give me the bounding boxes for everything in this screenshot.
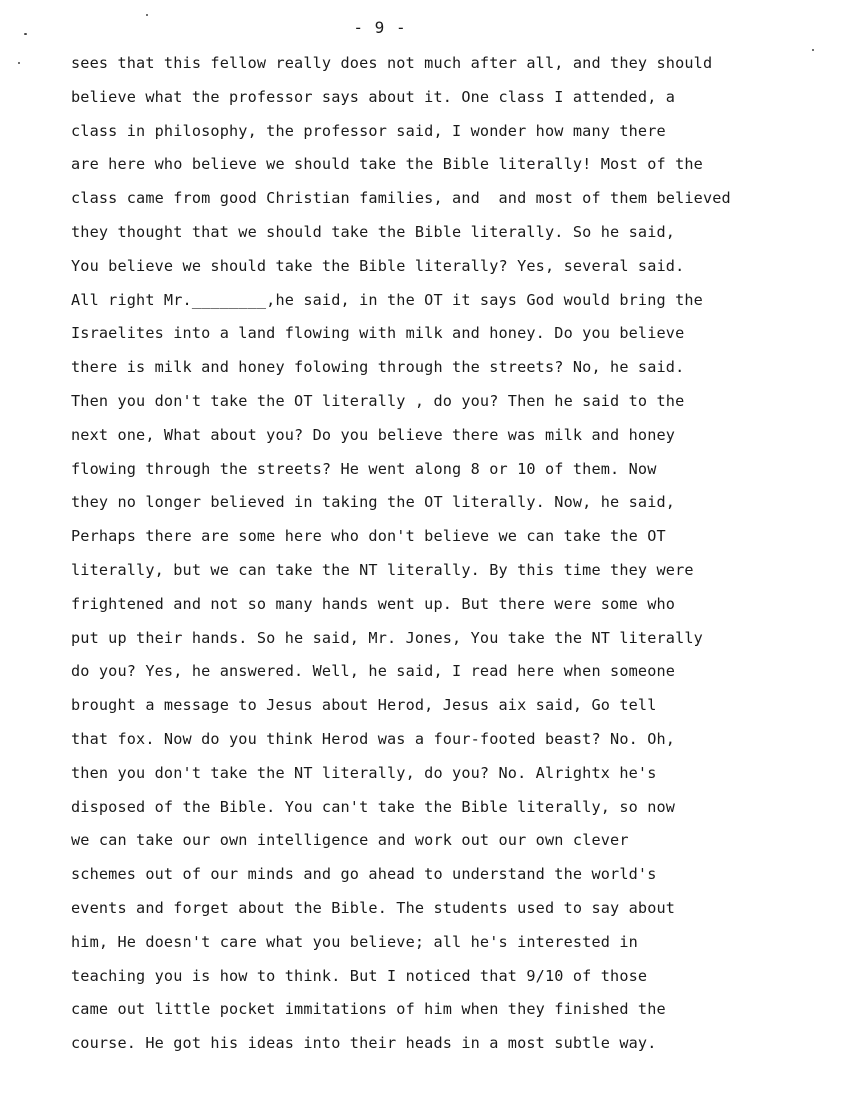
text-line: him, He doesn't care what you believe; all he's interested in [71,932,638,951]
text-line: then you don't take the NT literally, do you? No. Alrightx he's [71,763,657,782]
text-line: sees that this fellow really does not much after all, and they should [71,54,713,72]
paper-speck [146,14,148,16]
text-line: there is milk and honey folowing through the streets? No, he said. [71,358,685,377]
text-line: Perhaps there are some here who don't believe we can take the OT [71,527,666,546]
text-line: are here who believe we should take the Bible literally! Most of the [71,155,703,174]
text-line: they thought that we should take the Bible literally. So he said, [71,222,676,241]
text-line: teaching you is how to think. But I noticed that 9/10 of those [71,966,648,985]
text-line: put up their hands. So he said, Mr. Jones, You take the NT literally [71,628,703,647]
paper-speck [24,33,27,35]
text-line: disposed of the Bible. You can't take the Bible literally, so now [71,797,676,816]
text-line: next one, What about you? Do you believe there was milk and honey [71,425,676,444]
text-line: class in philosophy, the professor said, I wonder how many there [71,121,666,140]
paper-speck [18,62,20,64]
text-line: Israelites into a land flowing with milk and honey. Do you believe [71,324,685,343]
text-line: All right Mr.________,he said, in the OT it says God would bring the [71,290,703,309]
text-line: we can take our own intelligence and work out our own clever [71,831,629,850]
paper-speck [812,49,814,51]
text-line: brought a message to Jesus about Herod, Jesus aix said, Go tell [71,696,657,715]
text-line: frightened and not so many hands went up. But there were some who [71,594,676,613]
text-line: class came from good Christian families, and and most of them believed [71,189,731,208]
text-line: that fox. Now do you think Herod was a four-footed beast? No. Oh, [71,729,676,748]
text-line: do you? Yes, he answered. Well, he said, I read here when someone [71,662,676,681]
text-line: events and forget about the Bible. The students used to say about [71,898,676,917]
text-line: schemes out of our minds and go ahead to understand the world's [71,865,657,884]
page-number: - 9 - [353,18,407,37]
text-line: flowing through the streets? He went along 8 or 10 of them. Now [71,459,657,478]
text-line: You believe we should take the Bible literally? Yes, several said. [71,256,685,275]
text-line: course. He got his ideas into their heads in a most subtle way. [71,1034,657,1053]
text-line: they no longer believed in taking the OT literally. Now, he said, [71,493,676,512]
text-line: literally, but we can take the NT literally. By this time they were [71,560,694,579]
text-line: came out little pocket immitations of him when they finished the [71,1000,666,1019]
text-line: Then you don't take the OT literally , do you? Then he said to the [71,391,685,410]
typed-body-text [71,51,811,1065]
text-line: believe what the professor says about it. One class I attended, a [71,87,676,106]
